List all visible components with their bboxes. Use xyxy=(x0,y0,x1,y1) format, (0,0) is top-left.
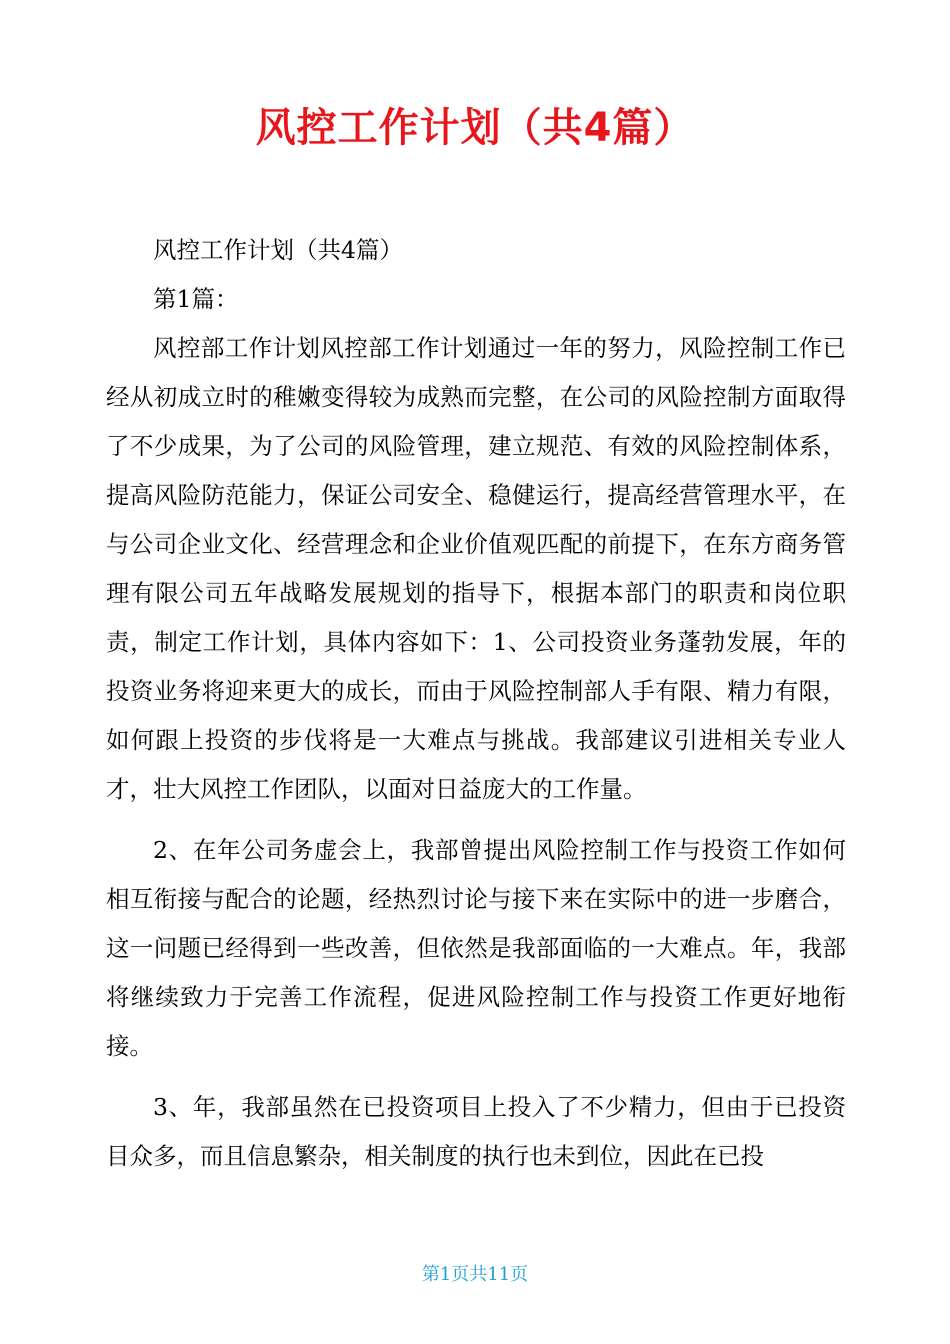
body-paragraph-section-label: 第1篇： xyxy=(153,285,239,313)
body-paragraph-2: 2、在年公司务虚会上，我部曾提出风险控制工作与投资工作如何相互衔接与配合的论题，经热烈讨论与接下来在实际中的进一步磨合，这一问题已经得到一些改善，但依然是我部面临的一大难点。年，我部将继续致力于完善工作流程，促进风险控制工作与投资工作更好地衔接。 xyxy=(106,836,846,1060)
body-paragraph-3: 3、年，我部虽然在已投资项目上投入了不少精力，但由于已投资目众多，而且信息繁杂，相关制度的执行也未到位，因此在已投 xyxy=(106,1093,846,1170)
page-footer: 第1页共11页 xyxy=(421,1264,529,1285)
body-paragraph-heading: 风控工作计划（共4篇） xyxy=(153,236,403,264)
document-title: 风控工作计划（共4篇） xyxy=(255,105,695,151)
body-paragraph-1: 风控部工作计划风控部工作计划通过一年的努力，风险控制工作已经从初成立时的稚嫩变得较为成熟而完整，在公司的风险控制方面取得了不少成果，为了公司的风险管理，建立规范、有效的风险控制体系，提高风险防范能力，保证公司安全、稳健运行，提高经营管理水平，在与公司企业文化、经营理念和企业价值观匹配的前提下，在东方商务管理有限公司五年战略发展规划的指导下，根据本部门的职责和岗位职责，制定工作计划，具体内容如下：1、公司投资业务蓬勃发展，年的投资业务将迎来更大的成长，而由于风险控制部人手有限、精力有限，如何跟上投资的步伐将是一大难点与挑战。我部建议引进相关专业人才，壮大风控工作团队，以面对日益庞大的工作量。 xyxy=(106,334,846,803)
document-body xyxy=(106,226,846,1181)
